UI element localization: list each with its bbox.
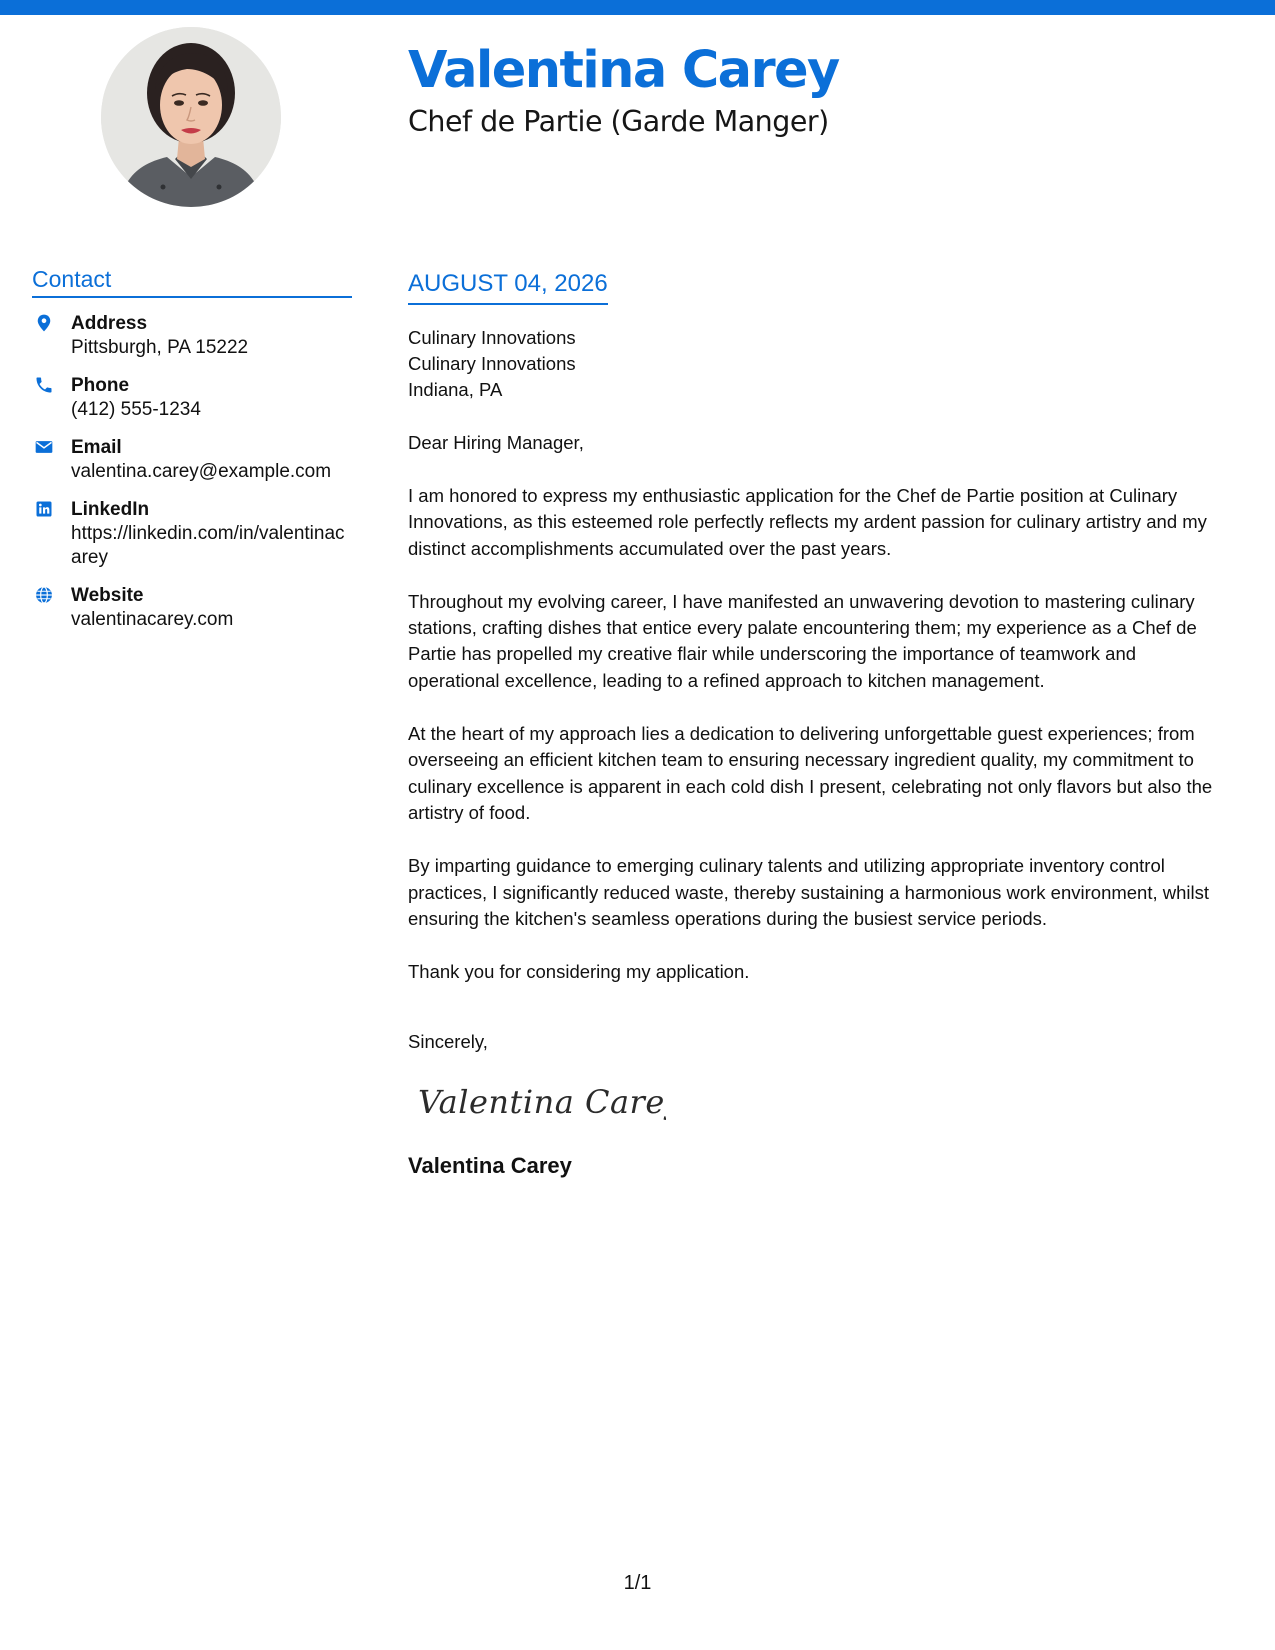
recipient-company: Culinary Innovations — [408, 327, 576, 348]
linkedin-icon — [34, 499, 54, 519]
recipient-company-line-2: Culinary Innovations — [408, 353, 576, 374]
contact-label: Phone — [71, 375, 130, 396]
contact-phone — [32, 373, 352, 422]
contact-linkedin — [32, 497, 352, 570]
letter-paragraph: Throughout my evolving career, I have manifested an unwavering devotion to mastering culinary stations, crafting dishes that entice every palate encountering them; my experience as a Chef de Partie has propelled my creative flair while underscoring the importance of teamwork and operational excellence, leading to a refined approach to kitchen management. — [408, 590, 1197, 691]
contact-website — [32, 583, 352, 632]
contact-section-title: Contact — [32, 264, 352, 298]
letter-closing: Sincerely, — [408, 1031, 488, 1053]
letter-paragraph: I am honored to express my enthusiastic application for the Chef de Partie position at Culinary Innovations, as this esteemed role perfectly reflects my ardent passion for culinary artistry and my distinct accomplishments accumulated over the past years. — [408, 485, 1207, 559]
letter-paragraph: Thank you for considering my application. — [408, 961, 750, 983]
contact-address — [32, 311, 352, 360]
candidate-name: Valentina Carey — [408, 41, 839, 100]
job-title: Chef de Partie (Garde Manger) — [408, 105, 829, 138]
top-accent-bar — [0, 0, 1275, 15]
contact-email — [32, 435, 352, 484]
page-number: 1/1 — [623, 1572, 652, 1594]
letter-greeting: Dear Hiring Manager, — [408, 432, 584, 453]
cover-letter — [408, 268, 1228, 1180]
map-pin-icon — [34, 313, 54, 333]
contact-label: Website — [71, 585, 144, 606]
contact-label: LinkedIn — [71, 499, 150, 520]
email-icon — [34, 437, 54, 457]
phone-icon — [34, 375, 54, 395]
letter-paragraph: By imparting guidance to emerging culinary talents and utilizing appropriate inventory control practices, I significantly reduced waste, thereby sustaining a harmonious work environment, whilst ensuring the kitchen's seamless operations during the busiest service periods. — [408, 855, 1210, 929]
handwritten-signature — [416, 1077, 1228, 1132]
phone-value: (412) 555-1234 — [71, 399, 201, 420]
address-value: Pittsburgh, PA 15222 — [71, 337, 249, 358]
linkedin-value[interactable]: https://linkedin.com/in/valentinacarey — [71, 523, 345, 568]
website-value[interactable]: valentinacarey.com — [71, 609, 234, 630]
letter-date: AUGUST 04, 2026 — [408, 268, 608, 305]
contact-list — [32, 311, 352, 632]
letter-paragraph: At the heart of my approach lies a dedication to delivering unforgettable guest experiences; from overseeing an efficient kitchen team to ensuring necessary ingredient quality, my commitment to culinary excellence is apparent in each cold dish I present, celebrating not only flavors but also the artistry of food. — [408, 723, 1213, 823]
email-value[interactable]: valentina.carey@example.com — [71, 461, 332, 482]
recipient-location: Indiana, PA — [408, 379, 503, 400]
contact-label: Address — [71, 313, 148, 334]
globe-icon — [34, 585, 54, 605]
sidebar — [32, 264, 352, 645]
contact-label: Email — [71, 437, 122, 458]
svg-text:Valentina Carey: Valentina Carey — [418, 1083, 666, 1122]
profile-photo — [101, 27, 281, 207]
recipient-block — [408, 325, 1228, 403]
signer-name: Valentina Carey — [408, 1153, 572, 1179]
